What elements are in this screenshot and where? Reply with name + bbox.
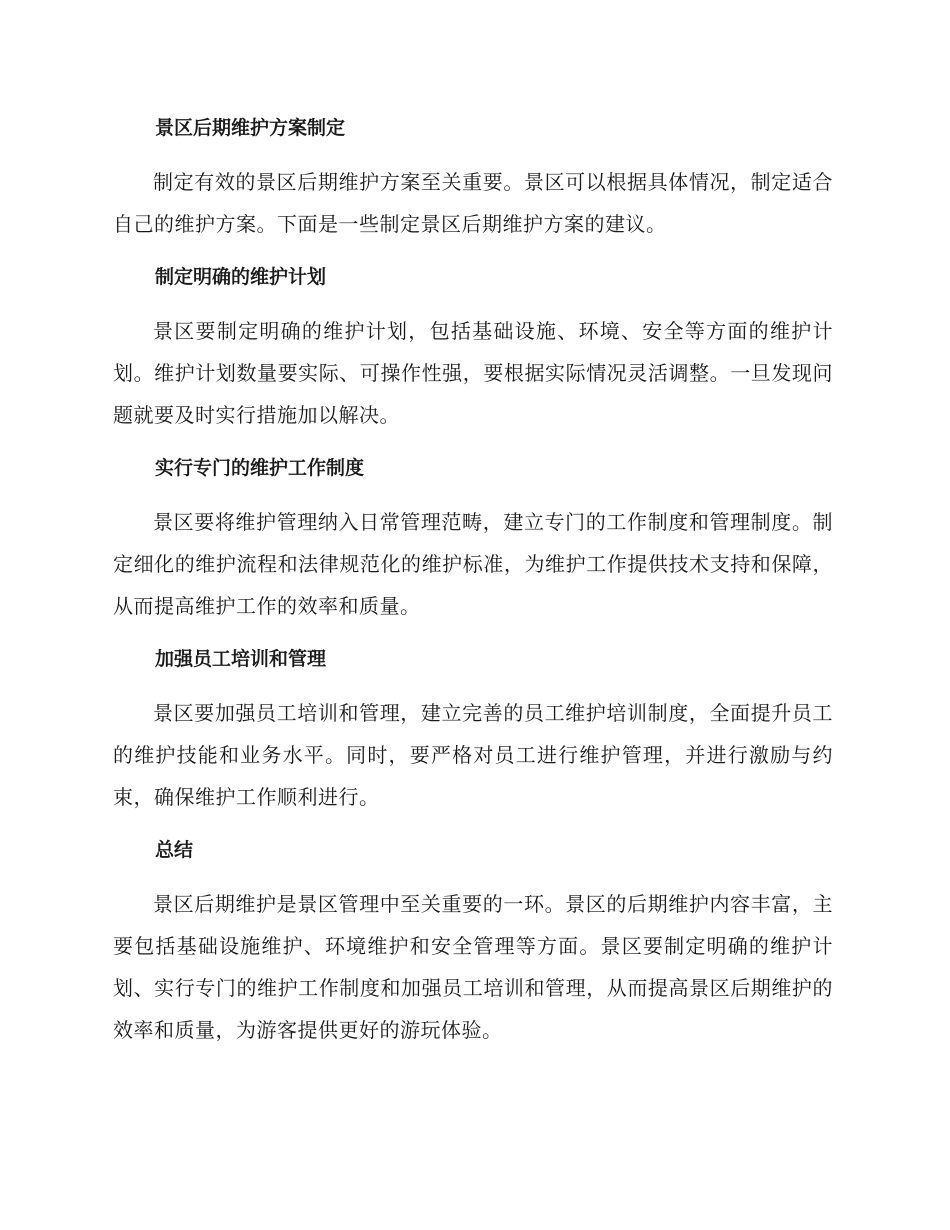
section-body-staff-training: 景区要加强员工培训和管理，建立完善的员工维护培训制度，全面提升员工的维护技能和业务水平。同时，要严格对员工进行维护管理，并进行激励与约束，确保维护工作顺利进行。 (113, 701, 833, 809)
section-body-summary: 景区后期维护是景区管理中至关重要的一环。景区的后期维护内容丰富，主要包括基础设施维护、环境维护和安全管理等方面。景区要制定明确的维护计划、实行专门的维护工作制度和加强员工培训和管理，从而提高景区后期维护的效率和质量，为游客提供更好的游玩体验。 (113, 892, 833, 1042)
section-heading-clear-plan: 制定明确的维护计划 (155, 266, 327, 288)
section-heading-work-system: 实行专门的维护工作制度 (155, 457, 365, 479)
section-heading-staff-training: 加强员工培训和管理 (155, 648, 327, 670)
section-body-clear-plan: 景区要制定明确的维护计划，包括基础设施、环境、安全等方面的维护计划。维护计划数量要实际、可操作性强，要根据实际情况灵活调整。一旦发现问题就要及时实行措施加以解决。 (113, 319, 833, 427)
section-heading-maintenance-plan: 景区后期维护方案制定 (155, 117, 346, 139)
section-body-maintenance-plan: 制定有效的景区后期维护方案至关重要。景区可以根据具体情况，制定适合自己的维护方案。下面是一些制定景区后期维护方案的建议。 (113, 170, 833, 236)
section-body-work-system: 景区要将维护管理纳入日常管理范畴，建立专门的工作制度和管理制度。制定细化的维护流程和法律规范化的维护标准，为维护工作提供技术支持和保障，从而提高维护工作的效率和质量。 (113, 510, 833, 618)
document-page (113, 108, 833, 1063)
section-heading-summary: 总结 (155, 839, 194, 861)
